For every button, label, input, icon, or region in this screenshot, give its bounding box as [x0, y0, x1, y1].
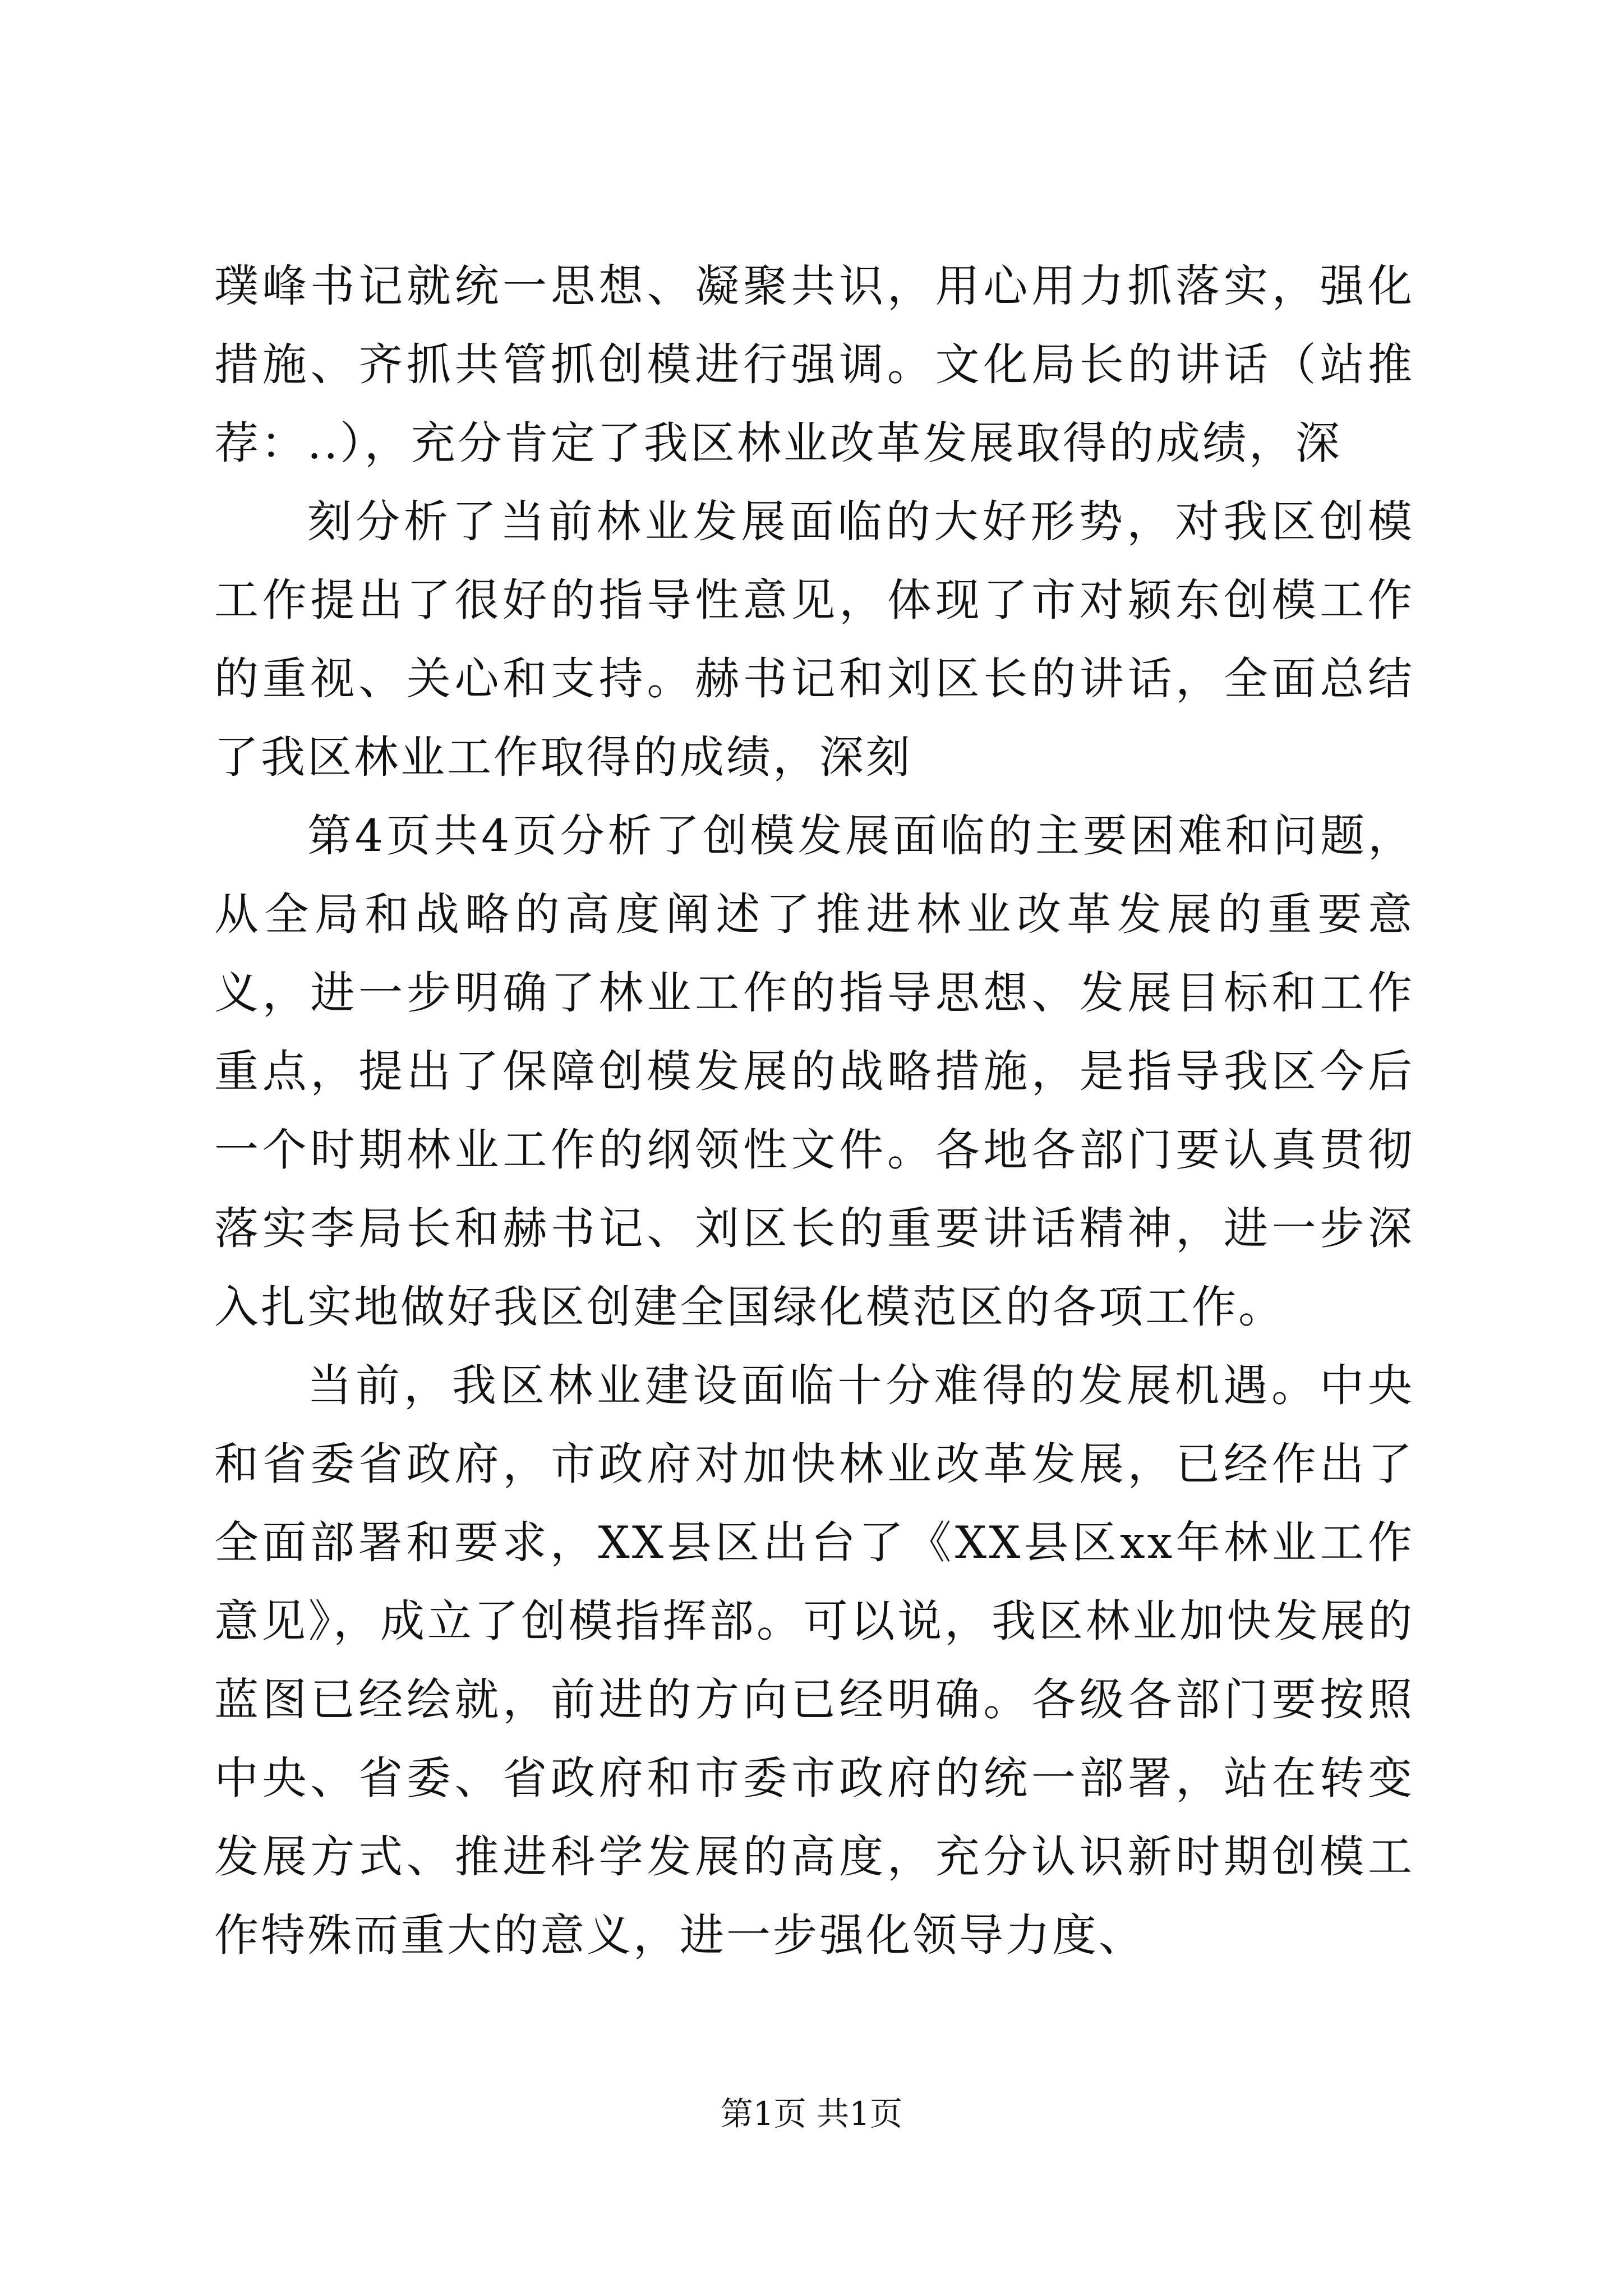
document-body — [214, 247, 1414, 1975]
paragraph-2: 刻分析了当前林业发展面临的大好形势，对我区创模工作提出了很好的指导性意见，体现了市对颍东创模工作的重视、关心和支持。赫书记和刘区长的讲话，全面总结了我区林业工作取得的成绩，深刻 — [214, 496, 1414, 783]
paragraph-4: 当前，我区林业建设面临十分难得的发展机遇。中央和省委省政府，市政府对加快林业改革发展，已经作出了全面部署和要求，XX县区出台了《XX县区xx年林业工作意见》，成立了创模指挥部。可以说，我区林业加快发展的蓝图已经绘就，前进的方向已经明确。各级各部门要按照中央、省委、省政府和市委市政府的统一部署，站在转变发展方式、推进科学发展的高度，充分认识新时期创模工作特殊而重大的意义，进一步强化领导力度、 — [214, 1360, 1414, 1961]
paragraph-3: 第4页共4页分析了创模发展面临的主要困难和问题，从全局和战略的高度阐述了推进林业改革发展的重要意义，进一步明确了林业工作的指导思想、发展目标和工作重点，提出了保障创模发展的战略措施，是指导我区今后一个时期林业工作的纲领性文件。各地各部门要认真贯彻落实李局长和赫书记、刘区长的重要讲话精神，进一步深入扎实地做好我区创建全国绿化模范区的各项工作。 — [214, 810, 1414, 1333]
page-footer: 第1页 共1页 — [720, 2095, 903, 2133]
paragraph-1: 璞峰书记就统一思想、凝聚共识，用心用力抓落实，强化措施、齐抓共管抓创模进行强调。文化局长的讲话（站推荐：..），充分肯定了我区林业改革发展取得的成绩，深 — [214, 260, 1414, 469]
